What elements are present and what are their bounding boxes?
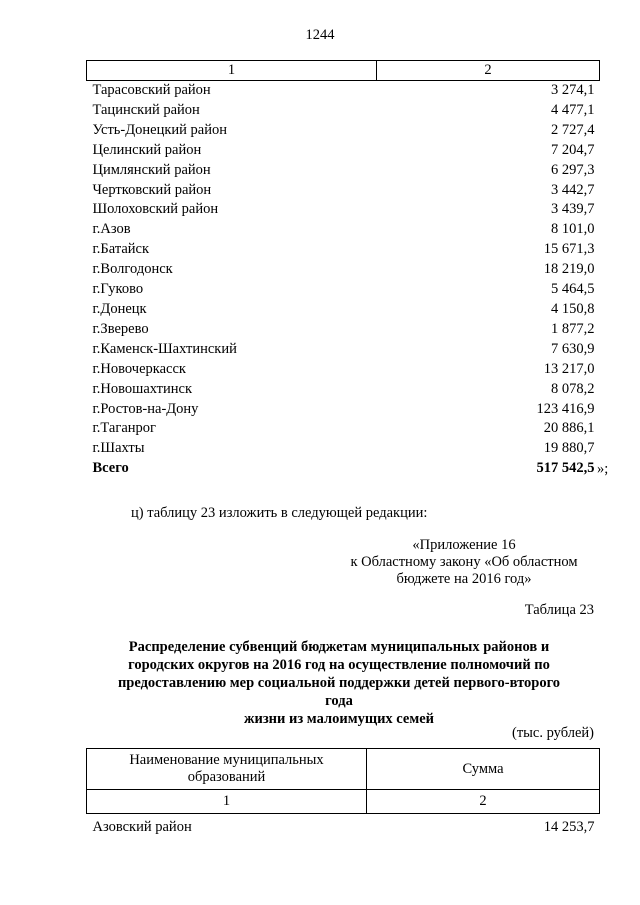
row-name: Цимлянский район (92, 161, 211, 178)
row-value: 3 442,7 (551, 181, 595, 198)
annex-line: к Областному закону «Об областном (350, 554, 578, 570)
table-row (87, 141, 600, 161)
table-row (87, 340, 600, 360)
title-line: предоставлению мер социальной поддержки детей первого-второго года (117, 675, 561, 709)
total-label: Всего (92, 460, 129, 477)
column-number-2: 2 (367, 790, 600, 814)
row-name: г.Гуково (92, 281, 144, 298)
table-row (87, 400, 600, 420)
row-name: г.Батайск (92, 241, 150, 258)
row-value: 4 150,8 (551, 300, 595, 317)
table-row (87, 121, 600, 141)
row-value: 4 477,1 (551, 101, 595, 118)
row-name: Тацинский район (92, 101, 200, 118)
table-row (87, 220, 600, 240)
row-value: 3 274,1 (551, 82, 595, 98)
row-value: 1 877,2 (551, 320, 595, 337)
amendment-paragraph: ц) таблицу 23 изложить в следующей редакции: (131, 505, 428, 521)
units-label: (тыс. рублей) (512, 725, 594, 741)
header-line: образований (187, 769, 266, 785)
column-number-1: 1 (87, 790, 367, 814)
title-line: городских округов на 2016 год на осуществление полномочий по (128, 657, 550, 673)
table-row (87, 280, 600, 300)
row-value: 15 671,3 (543, 241, 595, 258)
table-row (87, 814, 600, 837)
row-name: г.Азов (92, 221, 131, 238)
row-name: г.Зверево (92, 320, 149, 337)
total-value: 517 542,5 (536, 460, 595, 477)
row-name: г.Таганрог (92, 420, 156, 437)
row-name: Шолоховский район (92, 201, 219, 218)
row-value: 5 464,5 (551, 281, 595, 298)
column-header-name (87, 749, 367, 790)
table-row (87, 200, 600, 220)
table-label: Таблица 23 (524, 602, 594, 618)
table-row (87, 161, 600, 181)
table-row (87, 240, 600, 260)
row-value: 18 219,0 (543, 261, 595, 278)
row-name: г.Шахты (92, 440, 145, 457)
table-title (106, 638, 572, 728)
header-line: Наименование муниципальных (129, 752, 324, 768)
row-value: 3 439,7 (551, 201, 595, 218)
title-line: Распределение субвенций бюджетам муниципальных районов и (128, 639, 550, 655)
page-number: 1244 (305, 27, 335, 43)
closing-quote: »; (597, 461, 609, 477)
row-value: 8 101,0 (551, 221, 595, 238)
table-row (87, 360, 600, 380)
table-number-row (87, 790, 600, 814)
subvention-table-continued (86, 60, 600, 479)
table-header-row (87, 61, 600, 81)
row-name: Азовский район (92, 818, 192, 835)
row-value: 7 204,7 (551, 141, 595, 158)
table-header-row (87, 749, 600, 790)
table-row (87, 419, 600, 439)
row-value: 19 880,7 (543, 440, 595, 457)
row-name: г.Волгодонск (92, 261, 173, 278)
table-row (87, 101, 600, 121)
table-row (87, 300, 600, 320)
row-name: Целинский район (92, 141, 202, 158)
row-value: 14 253,7 (543, 818, 595, 835)
table-row (87, 81, 600, 101)
column-header-sum: Сумма (367, 749, 600, 790)
table-row (87, 320, 600, 340)
total-row (87, 459, 600, 479)
subvention-table-23 (86, 748, 600, 836)
row-name: Усть-Донецкий район (92, 121, 227, 138)
table-row (87, 439, 600, 459)
row-value: 6 297,3 (551, 161, 595, 178)
row-name: г.Новошахтинск (92, 380, 192, 397)
title-line: жизни из малоимущих семей (243, 711, 435, 727)
row-name: г.Донецк (92, 300, 147, 317)
column-number-1: 1 (87, 61, 377, 81)
row-name: Чертковский район (92, 181, 212, 198)
row-value: 7 630,9 (551, 340, 595, 357)
row-value: 2 727,4 (551, 121, 595, 138)
row-value: 123 416,9 (536, 400, 595, 417)
table-row (87, 380, 600, 400)
annex-line: бюджете на 2016 год» (396, 571, 532, 587)
row-value: 13 217,0 (543, 360, 595, 377)
row-value: 8 078,2 (551, 380, 595, 397)
row-name: г.Новочеркасск (92, 360, 186, 377)
table-row (87, 181, 600, 201)
row-name: Тарасовский район (92, 82, 211, 98)
column-number-2: 2 (377, 61, 600, 81)
annex-line: «Приложение 16 (412, 537, 516, 553)
annex-reference (334, 537, 594, 588)
row-name: г.Каменск-Шахтинский (92, 340, 237, 357)
table-row (87, 260, 600, 280)
row-value: 20 886,1 (543, 420, 595, 437)
row-name: г.Ростов-на-Дону (92, 400, 199, 417)
